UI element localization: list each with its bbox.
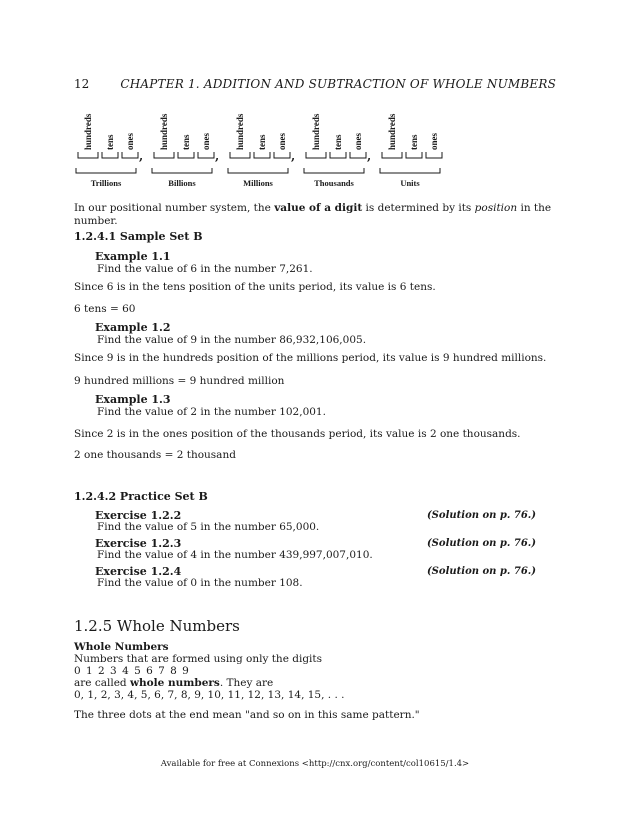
practice-set-heading: 1.2.4.2 Practice Set B: [74, 490, 208, 503]
intro-paragraph: In our positional number system, the value of a digit is determined by its position in the number.: [74, 202, 552, 227]
example-title: Example 1.3: [95, 393, 171, 406]
digit-slot-bracket: [154, 152, 174, 158]
digit-slot-bracket: [230, 152, 250, 158]
period-group: [152, 113, 219, 188]
digit-slot-bracket: [254, 152, 270, 158]
position-label: hundreds: [235, 113, 245, 150]
exercise-question: Find the value of 5 in the number 65,000.: [97, 521, 320, 533]
digits-list: 0 1 2 3 4 5 6 7 8 9: [74, 665, 190, 677]
sample-set-heading: 1.2.4.1 Sample Set B: [74, 230, 203, 243]
example-explanation: Since 6 is in the tens position of the units period, its value is 6 tens.: [74, 281, 436, 293]
position-label: hundreds: [159, 113, 169, 150]
solution-link[interactable]: (Solution on p. 76.): [426, 566, 536, 577]
period-label: Thousands: [314, 178, 354, 188]
digit-slot-bracket: [178, 152, 194, 158]
period-label: Billions: [168, 178, 196, 188]
position-label: ones: [277, 132, 287, 150]
digit-slot-bracket: [274, 152, 290, 158]
position-label: ones: [125, 132, 135, 150]
position-label: tens: [257, 134, 267, 150]
position-term: position: [474, 202, 518, 214]
digit-slot-bracket: [382, 152, 402, 158]
period-group: [380, 113, 442, 188]
period-group: [228, 113, 295, 188]
position-label: ones: [429, 132, 439, 150]
period-comma: ,: [367, 149, 372, 163]
example-title: Example 1.2: [95, 321, 171, 334]
closing-paragraph: The three dots at the end mean "and so on in this same pattern.": [74, 709, 420, 721]
definition-heading: Whole Numbers: [74, 641, 169, 653]
example-result: 2 one thousands = 2 thousand: [74, 449, 236, 461]
digit-slot-bracket: [426, 152, 442, 158]
definition-line: are called whole numbers. They are: [74, 677, 274, 689]
position-label: hundreds: [83, 113, 93, 150]
period-comma: ,: [139, 149, 144, 163]
footer-note: Available for free at Connexions <http://cnx.org/content/col10615/1.4>: [160, 759, 470, 769]
solution-link[interactable]: (Solution on p. 76.): [426, 510, 536, 521]
exercise-title: Exercise 1.2.3: [95, 537, 182, 550]
digit-slot-bracket: [122, 152, 138, 158]
period-label: Trillions: [90, 178, 122, 188]
example-question: Find the value of 2 in the number 102,001.: [97, 406, 326, 418]
period-bracket: [76, 168, 136, 173]
example-question: Find the value of 6 in the number 7,261.: [97, 263, 313, 275]
value-of-a-digit-term: value of a digit: [274, 202, 363, 214]
digit-slot-bracket: [78, 152, 98, 158]
example-question: Find the value of 9 in the number 86,932,106,005.: [97, 334, 367, 346]
example-title: Example 1.1: [95, 250, 171, 263]
section-title: 1.2.5 Whole Numbers: [74, 617, 240, 635]
digit-slot-bracket: [350, 152, 366, 158]
definition-line: Numbers that are formed using only the digits: [74, 653, 323, 665]
position-label: tens: [333, 134, 343, 150]
example-explanation: Since 9 is in the hundreds position of the millions period, its value is 9 hundred millions.: [74, 352, 547, 364]
position-label: tens: [409, 134, 419, 150]
solution-link[interactable]: (Solution on p. 76.): [426, 538, 536, 549]
position-label: ones: [353, 132, 363, 150]
example-result: 9 hundred millions = 9 hundred million: [74, 375, 285, 387]
exercise-question: Find the value of 0 in the number 108.: [97, 577, 303, 589]
digit-slot-bracket: [306, 152, 326, 158]
period-bracket: [304, 168, 364, 173]
period-group: [76, 113, 143, 188]
period-bracket: [228, 168, 288, 173]
period-bracket: [380, 168, 440, 173]
exercise-title: Exercise 1.2.4: [95, 565, 182, 578]
period-comma: ,: [291, 149, 296, 163]
period-bracket: [152, 168, 212, 173]
period-label: Millions: [243, 178, 273, 188]
digit-slot-bracket: [330, 152, 346, 158]
example-explanation: Since 2 is in the ones position of the thousands period, its value is 2 one thousands.: [74, 428, 521, 440]
digit-slot-bracket: [198, 152, 214, 158]
position-label: hundreds: [387, 113, 397, 150]
exercise-question: Find the value of 4 in the number 439,997,007,010.: [97, 549, 373, 561]
period-comma: ,: [215, 149, 220, 163]
digit-slot-bracket: [102, 152, 118, 158]
whole-number-sequence: 0, 1, 2, 3, 4, 5, 6, 7, 8, 9, 10, 11, 12, 13, 14, 15, . . .: [74, 689, 345, 701]
position-label: tens: [105, 134, 115, 150]
position-label: ones: [201, 132, 211, 150]
running-title: CHAPTER 1. ADDITION AND SUBTRACTION OF WHOLE NUMBERS: [120, 77, 556, 91]
whole-numbers-term: whole numbers: [129, 677, 220, 689]
digit-slot-bracket: [406, 152, 422, 158]
period-label: Units: [400, 178, 420, 188]
position-label: tens: [181, 134, 191, 150]
example-result: 6 tens = 60: [74, 303, 136, 315]
page-number: 12: [74, 77, 90, 91]
period-group: [304, 113, 371, 188]
exercise-title: Exercise 1.2.2: [95, 509, 182, 522]
place-value-chart: [74, 108, 454, 192]
position-label: hundreds: [311, 113, 321, 150]
